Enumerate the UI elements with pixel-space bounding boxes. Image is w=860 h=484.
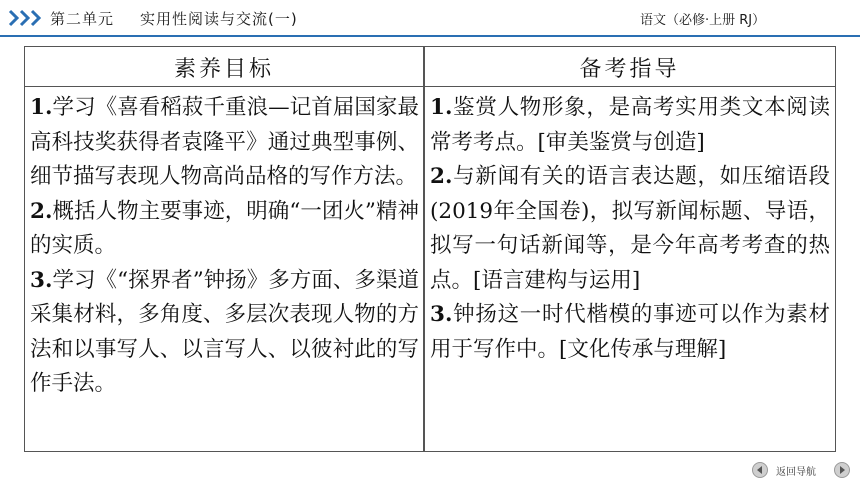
guidance-item: 1.鉴赏人物形象，是高考实用类文本阅读常考考点。[审美鉴赏与创造] [430,95,830,155]
goals-cell [30,91,419,402]
arrow-left-icon [755,465,765,475]
footer-nav [748,460,852,480]
goal-item: 2.概括人物主要事迹，明确“一团火”精神的实质。 [30,198,419,258]
goal-item: 1.学习《喜看稻菽千重浪—记首届国家最高科技奖获得者袁隆平》通过典型事例、细节描写表现人物高尚品格的写作方法。 [30,95,419,189]
guidance-item: 3.钟扬这一时代楷模的事迹可以作为素材用于写作中。[文化传承与理解] [430,302,830,362]
arrow-right-icon [837,465,847,475]
back-to-nav-link[interactable]: 返回导航 [776,467,816,478]
slide-header [0,0,860,36]
guidance-item: 2.与新闻有关的语言表达题，如压缩语段(2019年全国卷)，拟写新闻标题、导语，拟写一句话新闻等，是今年高考考查的热点。[语言建构与运用] [430,164,830,293]
header-divider [0,35,860,37]
next-button[interactable] [834,462,850,478]
table-header-row [25,47,835,87]
goals-table [24,46,836,452]
course-label: 语文（必修·上册 RJ） [640,13,766,28]
prev-button[interactable] [752,462,768,478]
section-title: 实用性阅读与交流(一) [140,10,298,28]
table-header-goals: 素养目标 [173,56,274,82]
column-divider [423,47,425,451]
unit-title: 第二单元 [50,10,115,28]
table-header-guidance: 备考指导 [579,56,680,82]
goal-item: 3.学习《“探界者”钟扬》多方面、多渠道采集材料，多角度、多层次表现人物的方法和以事写人、以言写人、以彼衬此的写作手法。 [30,267,419,396]
guidance-cell [430,91,830,367]
triple-chevron-right-icon [8,9,41,27]
